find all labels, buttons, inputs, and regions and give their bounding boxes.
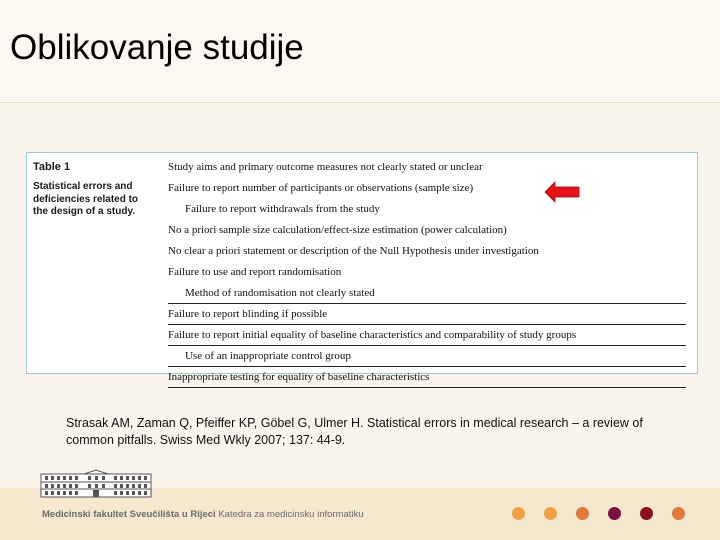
- decorative-dot: [544, 507, 557, 520]
- decorative-dot: [672, 507, 685, 520]
- table-row: Method of randomisation not clearly stated: [168, 283, 686, 304]
- slide-title: Oblikovanje studije: [10, 28, 304, 67]
- decorative-dot: [608, 507, 621, 520]
- table-image: [26, 152, 698, 383]
- table-row: Use of an inappropriate control group: [168, 346, 686, 367]
- table-caption-head: Table 1: [33, 161, 71, 173]
- footer-department: Katedra za medicinsku informatiku: [215, 509, 364, 520]
- table-row: Failure to report blinding if possible: [168, 304, 686, 325]
- table-caption-body: Statistical errors and deficiencies related to the design of a study.: [33, 181, 139, 217]
- table-row: Failure to report withdrawals from the study: [185, 203, 380, 215]
- table-row: Inappropriate testing for equality of baseline characteristics: [168, 367, 686, 388]
- decorative-dot: [576, 507, 589, 520]
- footer-institution: [42, 509, 364, 520]
- decorative-dot: [512, 507, 525, 520]
- table-row: No clear a priori statement or description of the Null Hypothesis under investigation: [168, 245, 539, 257]
- table-row: Failure to report number of participants or observations (sample size): [168, 182, 474, 194]
- table-row: Failure to use and report randomisation: [168, 266, 342, 278]
- university-building-icon: [40, 470, 152, 498]
- citation-text: Strasak AM, Zaman Q, Pfeiffer KP, Göbel G, Ulmer H. Statistical errors in medical research – a review of common pitfalls. Swiss Med Wkly 2007; 137: 44-9.: [66, 416, 643, 447]
- table-row: Study aims and primary outcome measures not clearly stated or unclear: [168, 161, 483, 173]
- title-band: [0, 0, 720, 103]
- table-row: No a priori sample size calculation/effect-size estimation (power calculation): [168, 224, 507, 236]
- table-row: Failure to report initial equality of baseline characteristics and comparability of study groups: [168, 325, 686, 346]
- red-left-arrow-icon: [545, 182, 579, 202]
- table-rows: [168, 157, 686, 388]
- footer-institution-bold: Medicinski fakultet Sveučilišta u Rijeci: [42, 509, 216, 520]
- decorative-dot: [640, 507, 653, 520]
